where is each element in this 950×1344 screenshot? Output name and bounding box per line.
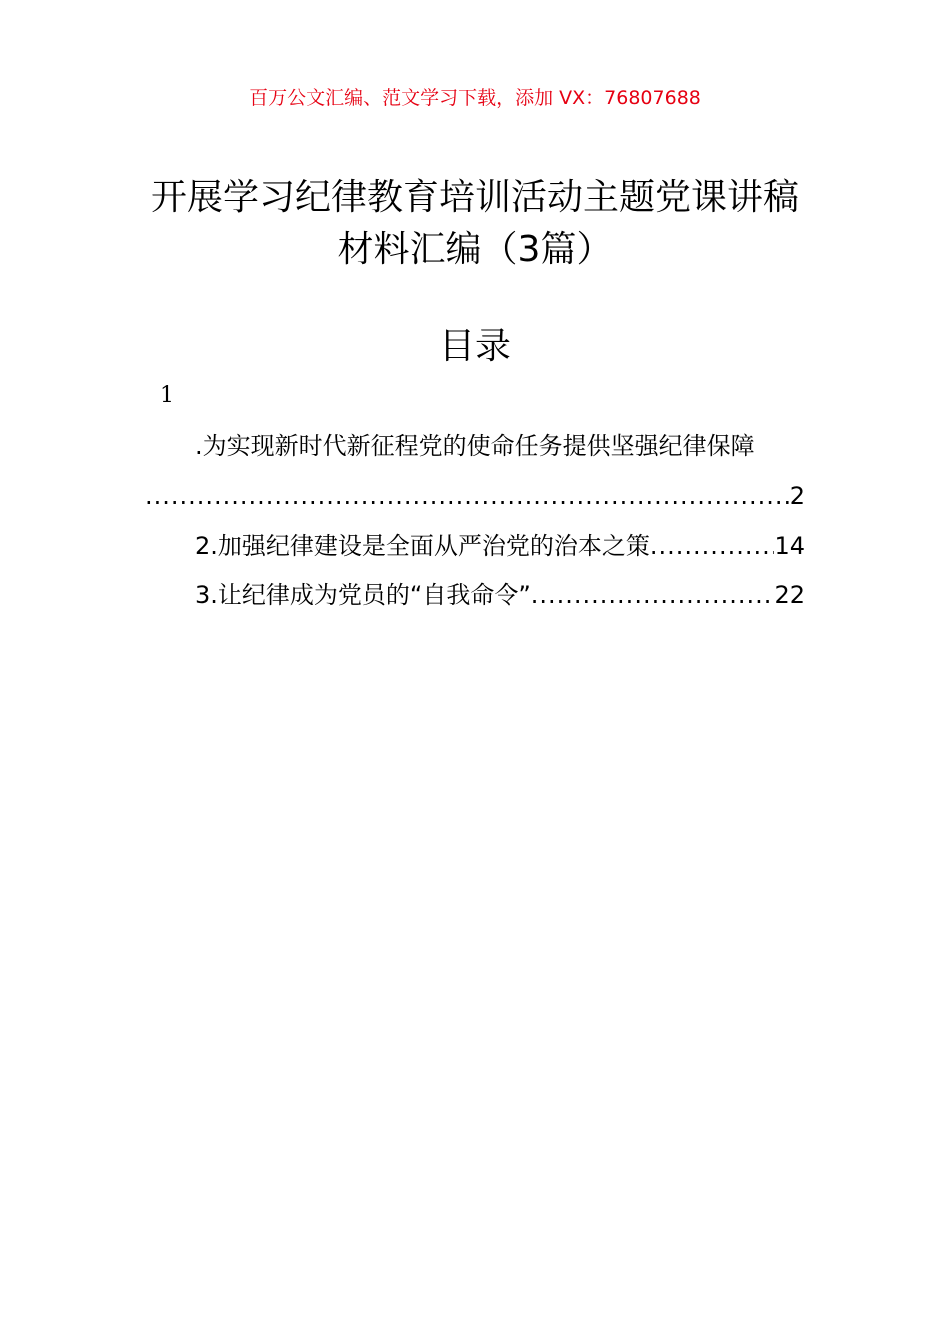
toc-entry-1-leader (145, 476, 790, 516)
toc-entry-1-page: 2 (789, 482, 805, 510)
toc-entry-2-page: 14 (774, 532, 805, 560)
toc-heading: 目录 (438, 326, 511, 367)
toc-entry-1-label: .为实现新时代新征程党的使命任务提供坚强纪律保障 (195, 432, 755, 460)
toc-entry-2-leader (650, 526, 775, 566)
title-line-2: 材料汇编（3篇） (337, 229, 613, 270)
toc-entry-1-leader-row (145, 476, 805, 516)
header-note: 百万公文汇编、范文学习下载，添加 VX：76807688 (249, 87, 701, 109)
document-title (0, 172, 950, 276)
toc-entry-1[interactable] (195, 426, 805, 466)
toc-entry-3[interactable] (195, 575, 805, 615)
toc-entry-3-leader (531, 575, 775, 615)
title-line-1: 开展学习纪律教育培训活动主题党课讲稿 (150, 177, 799, 218)
toc-entry-3-page: 22 (774, 581, 805, 609)
toc-entry-3-label: 3.让纪律成为党员的“自我命令” (195, 581, 531, 609)
toc-entry-2[interactable] (195, 526, 805, 566)
toc-entry-2-label: 2.加强纪律建设是全面从严治党的治本之策 (195, 532, 650, 560)
toc-entry-1-number: 1 (160, 383, 174, 408)
